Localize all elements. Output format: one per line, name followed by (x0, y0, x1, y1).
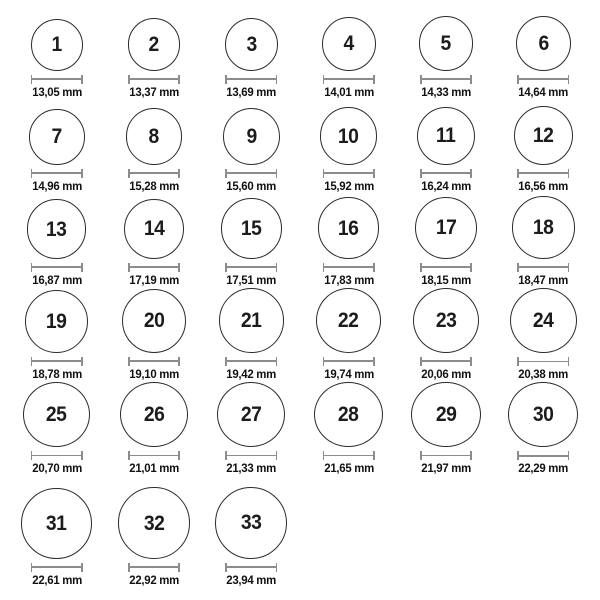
ring-size-number: 32 (143, 511, 165, 535)
measure-bar (420, 455, 472, 457)
diameter-measure-line (128, 563, 180, 572)
ring-circle (314, 382, 383, 447)
diameter-label: 17,19 mm (129, 272, 179, 287)
ring-size-number: 9 (246, 124, 257, 148)
measure-bar (323, 266, 375, 268)
diameter-measure-line (420, 75, 472, 84)
ring-size-number: 14 (143, 217, 165, 241)
ring-circle (124, 199, 184, 259)
measure-bar (420, 266, 472, 268)
measure-tick-right-icon (568, 357, 570, 366)
ring-size-cell (203, 6, 300, 100)
ring-size-cell (495, 6, 592, 100)
diameter-measure-line (323, 357, 375, 366)
ring-size-number: 1 (51, 33, 62, 57)
diameter-measure-line (31, 563, 83, 572)
ring-size-cell (8, 6, 105, 100)
ring-circle (126, 108, 182, 164)
ring-circle (417, 107, 475, 165)
diameter-measure-line (225, 169, 277, 178)
ring-size-number: 8 (148, 125, 160, 149)
measure-bar (517, 455, 569, 457)
ring-size-number: 21 (241, 309, 262, 333)
ring-circle (31, 19, 83, 71)
ring-circle (508, 382, 578, 447)
diameter-label: 22,92 mm (129, 572, 179, 587)
ring-size-number: 3 (246, 32, 257, 56)
measure-tick-right-icon (470, 263, 472, 272)
ring-size-number: 5 (440, 32, 452, 56)
diameter-measure-line (420, 357, 472, 366)
ring-circle (516, 16, 571, 71)
ring-size-cell (105, 382, 202, 476)
ring-circle (27, 199, 87, 259)
ring-circle (215, 487, 287, 559)
diameter-label: 13,37 mm (129, 84, 179, 99)
ring-size-number: 19 (46, 309, 67, 333)
diameter-measure-line (517, 263, 569, 272)
measure-tick-right-icon (276, 169, 278, 178)
diameter-measure-line (517, 75, 569, 84)
measure-tick-right-icon (373, 169, 375, 178)
ring-size-number: 33 (241, 511, 262, 535)
measure-bar (225, 360, 277, 362)
measure-tick-right-icon (178, 563, 180, 572)
ring-size-number: 2 (148, 33, 160, 57)
measure-tick-right-icon (178, 451, 180, 460)
ring-size-number: 29 (435, 403, 457, 427)
ring-circle (413, 288, 479, 353)
ring-size-cell (105, 476, 202, 588)
ring-size-number: 12 (533, 123, 554, 147)
ring-size-number: 25 (46, 403, 67, 427)
ring-size-number: 18 (533, 216, 554, 240)
diameter-measure-line (517, 357, 569, 366)
ring-size-cell (397, 194, 494, 288)
ring-circle (320, 107, 378, 165)
measure-tick-right-icon (81, 75, 83, 84)
measure-tick-right-icon (81, 263, 83, 272)
diameter-label: 21,33 mm (226, 460, 277, 475)
diameter-label: 18,78 mm (31, 366, 82, 381)
ring-circle (221, 198, 282, 259)
ring-circle (512, 196, 575, 259)
diameter-measure-line (31, 357, 83, 366)
measure-tick-right-icon (81, 563, 83, 572)
diameter-measure-line (225, 75, 277, 84)
diameter-label: 14,64 mm (518, 84, 569, 99)
ring-size-cell (300, 6, 397, 100)
ring-circle (29, 109, 85, 165)
diameter-measure-line (517, 451, 569, 459)
ring-circle (316, 288, 381, 353)
diameter-label: 18,47 mm (518, 272, 569, 287)
measure-bar (128, 566, 180, 568)
measure-tick-right-icon (373, 451, 375, 460)
ring-circle (23, 382, 90, 447)
measure-tick-right-icon (373, 357, 375, 366)
ring-size-number: 28 (338, 403, 359, 427)
ring-circle (217, 382, 285, 447)
diameter-label: 15,28 mm (129, 178, 179, 193)
ring-size-cell (8, 382, 105, 476)
diameter-label: 14,33 mm (421, 84, 471, 99)
diameter-measure-line (420, 451, 472, 459)
measure-bar (31, 172, 83, 174)
diameter-label: 16,87 mm (31, 272, 82, 287)
ring-size-cell (203, 100, 300, 194)
diameter-label: 15,92 mm (323, 178, 374, 193)
ring-size-number: 23 (435, 308, 457, 332)
measure-tick-right-icon (470, 75, 472, 84)
ring-size-number: 7 (51, 125, 62, 149)
diameter-label: 19,10 mm (129, 366, 179, 381)
ring-size-cell (105, 100, 202, 194)
measure-tick-right-icon (276, 263, 278, 272)
diameter-measure-line (323, 169, 375, 178)
measure-bar (225, 266, 277, 268)
measure-bar (128, 455, 180, 457)
diameter-measure-line (323, 451, 375, 460)
ring-size-number: 16 (338, 216, 359, 240)
diameter-label: 14,96 mm (31, 178, 82, 193)
measure-bar (323, 78, 375, 80)
diameter-measure-line (517, 169, 569, 178)
ring-circle (510, 288, 576, 353)
measure-tick-right-icon (568, 169, 570, 178)
ring-size-number: 30 (533, 403, 554, 427)
ring-size-cell (203, 288, 300, 382)
ring-size-number: 15 (241, 216, 262, 240)
ring-size-cell (397, 288, 494, 382)
ring-circle (25, 290, 88, 353)
ring-size-cell (105, 194, 202, 288)
measure-tick-right-icon (178, 263, 180, 272)
diameter-measure-line (31, 451, 83, 460)
measure-bar (31, 78, 83, 80)
ring-size-cell (495, 194, 592, 288)
ring-size-number: 6 (538, 31, 549, 55)
diameter-label: 23,94 mm (226, 572, 277, 587)
diameter-label: 21,97 mm (421, 460, 471, 475)
measure-bar (420, 172, 472, 174)
ring-size-cell (203, 194, 300, 288)
ring-size-cell (8, 288, 105, 382)
measure-tick-right-icon (276, 563, 278, 572)
ring-size-number: 24 (533, 309, 554, 332)
diameter-measure-line (323, 263, 375, 272)
measure-tick-right-icon (276, 357, 278, 366)
diameter-label: 16,56 mm (518, 178, 569, 193)
measure-tick-right-icon (276, 451, 278, 460)
measure-bar (225, 566, 277, 568)
diameter-label: 14,01 mm (323, 84, 374, 99)
diameter-measure-line (225, 563, 277, 572)
diameter-label: 20,38 mm (518, 366, 569, 381)
ring-size-cell (300, 194, 397, 288)
diameter-label: 15,60 mm (226, 178, 277, 193)
measure-tick-right-icon (81, 451, 83, 460)
ring-circle (514, 106, 573, 165)
measure-bar (225, 172, 277, 174)
measure-bar (323, 455, 375, 457)
ring-size-number: 11 (436, 124, 456, 148)
measure-bar (31, 566, 83, 568)
diameter-label: 20,70 mm (31, 460, 82, 475)
measure-bar (31, 360, 83, 362)
ring-size-number: 17 (435, 216, 457, 240)
ring-size-cell (300, 100, 397, 194)
measure-bar (128, 172, 180, 174)
ring-size-number: 26 (143, 403, 165, 427)
diameter-label: 17,83 mm (323, 272, 374, 287)
ring-size-cell (397, 382, 494, 476)
diameter-measure-line (31, 75, 83, 84)
ring-size-number: 22 (338, 308, 359, 332)
ring-circle (219, 288, 284, 353)
measure-bar (225, 455, 277, 457)
ring-size-number: 31 (46, 511, 67, 535)
diameter-label: 17,51 mm (226, 272, 277, 287)
measure-tick-right-icon (373, 75, 375, 84)
diameter-measure-line (225, 357, 277, 366)
diameter-label: 19,74 mm (323, 366, 374, 381)
measure-tick-right-icon (568, 75, 570, 84)
diameter-label: 21,65 mm (323, 460, 374, 475)
measure-tick-right-icon (470, 451, 472, 460)
ring-size-cell (495, 288, 592, 382)
ring-circle (120, 382, 188, 447)
ring-size-cell (495, 100, 592, 194)
diameter-label: 22,29 mm (518, 460, 569, 475)
diameter-measure-line (31, 263, 83, 272)
measure-bar (517, 266, 569, 268)
ring-size-number: 4 (343, 32, 354, 56)
measure-bar (31, 455, 83, 457)
measure-bar (517, 78, 569, 80)
ring-size-cell (300, 288, 397, 382)
ring-circle (128, 18, 181, 71)
ring-size-cell (300, 382, 397, 476)
ring-size-number: 13 (46, 217, 67, 241)
measure-tick-right-icon (81, 357, 83, 366)
ring-size-number: 27 (241, 403, 262, 427)
measure-bar (31, 266, 83, 268)
measure-bar (323, 172, 375, 174)
measure-tick-right-icon (470, 169, 472, 178)
ring-size-cell (203, 476, 300, 588)
diameter-measure-line (420, 169, 472, 178)
measure-tick-right-icon (276, 75, 278, 84)
ring-size-cell (397, 6, 494, 100)
measure-bar (517, 361, 569, 363)
measure-bar (420, 360, 472, 362)
ring-circle (415, 197, 477, 259)
diameter-measure-line (128, 75, 180, 84)
measure-tick-right-icon (373, 263, 375, 272)
ring-size-number: 10 (338, 124, 359, 148)
diameter-measure-line (128, 451, 180, 460)
diameter-label: 16,24 mm (421, 178, 471, 193)
diameter-label: 22,61 mm (31, 572, 82, 587)
diameter-measure-line (31, 169, 83, 178)
diameter-measure-line (128, 263, 180, 272)
diameter-measure-line (225, 451, 277, 460)
ring-size-cell (495, 382, 592, 476)
measure-tick-right-icon (178, 357, 180, 366)
measure-bar (517, 172, 569, 174)
diameter-label: 13,05 mm (31, 84, 82, 99)
ring-size-cell (8, 100, 105, 194)
ring-circle (225, 18, 278, 71)
ring-circle (21, 488, 92, 559)
diameter-measure-line (420, 263, 472, 272)
measure-bar (323, 360, 375, 362)
ring-circle (223, 108, 280, 165)
diameter-measure-line (225, 263, 277, 272)
measure-tick-right-icon (178, 75, 180, 84)
ring-size-cell (203, 382, 300, 476)
measure-bar (128, 78, 180, 80)
ring-size-cell (105, 6, 202, 100)
ring-circle (118, 487, 189, 558)
ring-size-cell (8, 476, 105, 588)
diameter-measure-line (323, 75, 375, 84)
diameter-label: 19,42 mm (226, 366, 277, 381)
ring-circle (322, 17, 376, 71)
diameter-measure-line (128, 357, 180, 366)
ring-circle (419, 16, 474, 71)
measure-bar (128, 360, 180, 362)
measure-tick-right-icon (568, 263, 570, 272)
ring-size-cell (8, 194, 105, 288)
ring-size-number: 20 (143, 309, 165, 333)
diameter-label: 13,69 mm (226, 84, 277, 99)
diameter-label: 21,01 mm (129, 460, 179, 475)
measure-bar (128, 266, 180, 268)
ring-circle (318, 197, 379, 258)
measure-tick-right-icon (178, 169, 180, 178)
measure-bar (225, 78, 277, 80)
ring-circle (122, 289, 186, 353)
measure-tick-right-icon (470, 357, 472, 366)
ring-circle (411, 382, 481, 447)
ring-size-cell (105, 288, 202, 382)
diameter-label: 18,15 mm (421, 272, 471, 287)
measure-tick-right-icon (81, 169, 83, 178)
diameter-label: 20,06 mm (421, 366, 471, 381)
measure-tick-right-icon (568, 451, 570, 460)
measure-bar (420, 78, 472, 80)
diameter-measure-line (128, 169, 180, 178)
ring-size-cell (397, 100, 494, 194)
